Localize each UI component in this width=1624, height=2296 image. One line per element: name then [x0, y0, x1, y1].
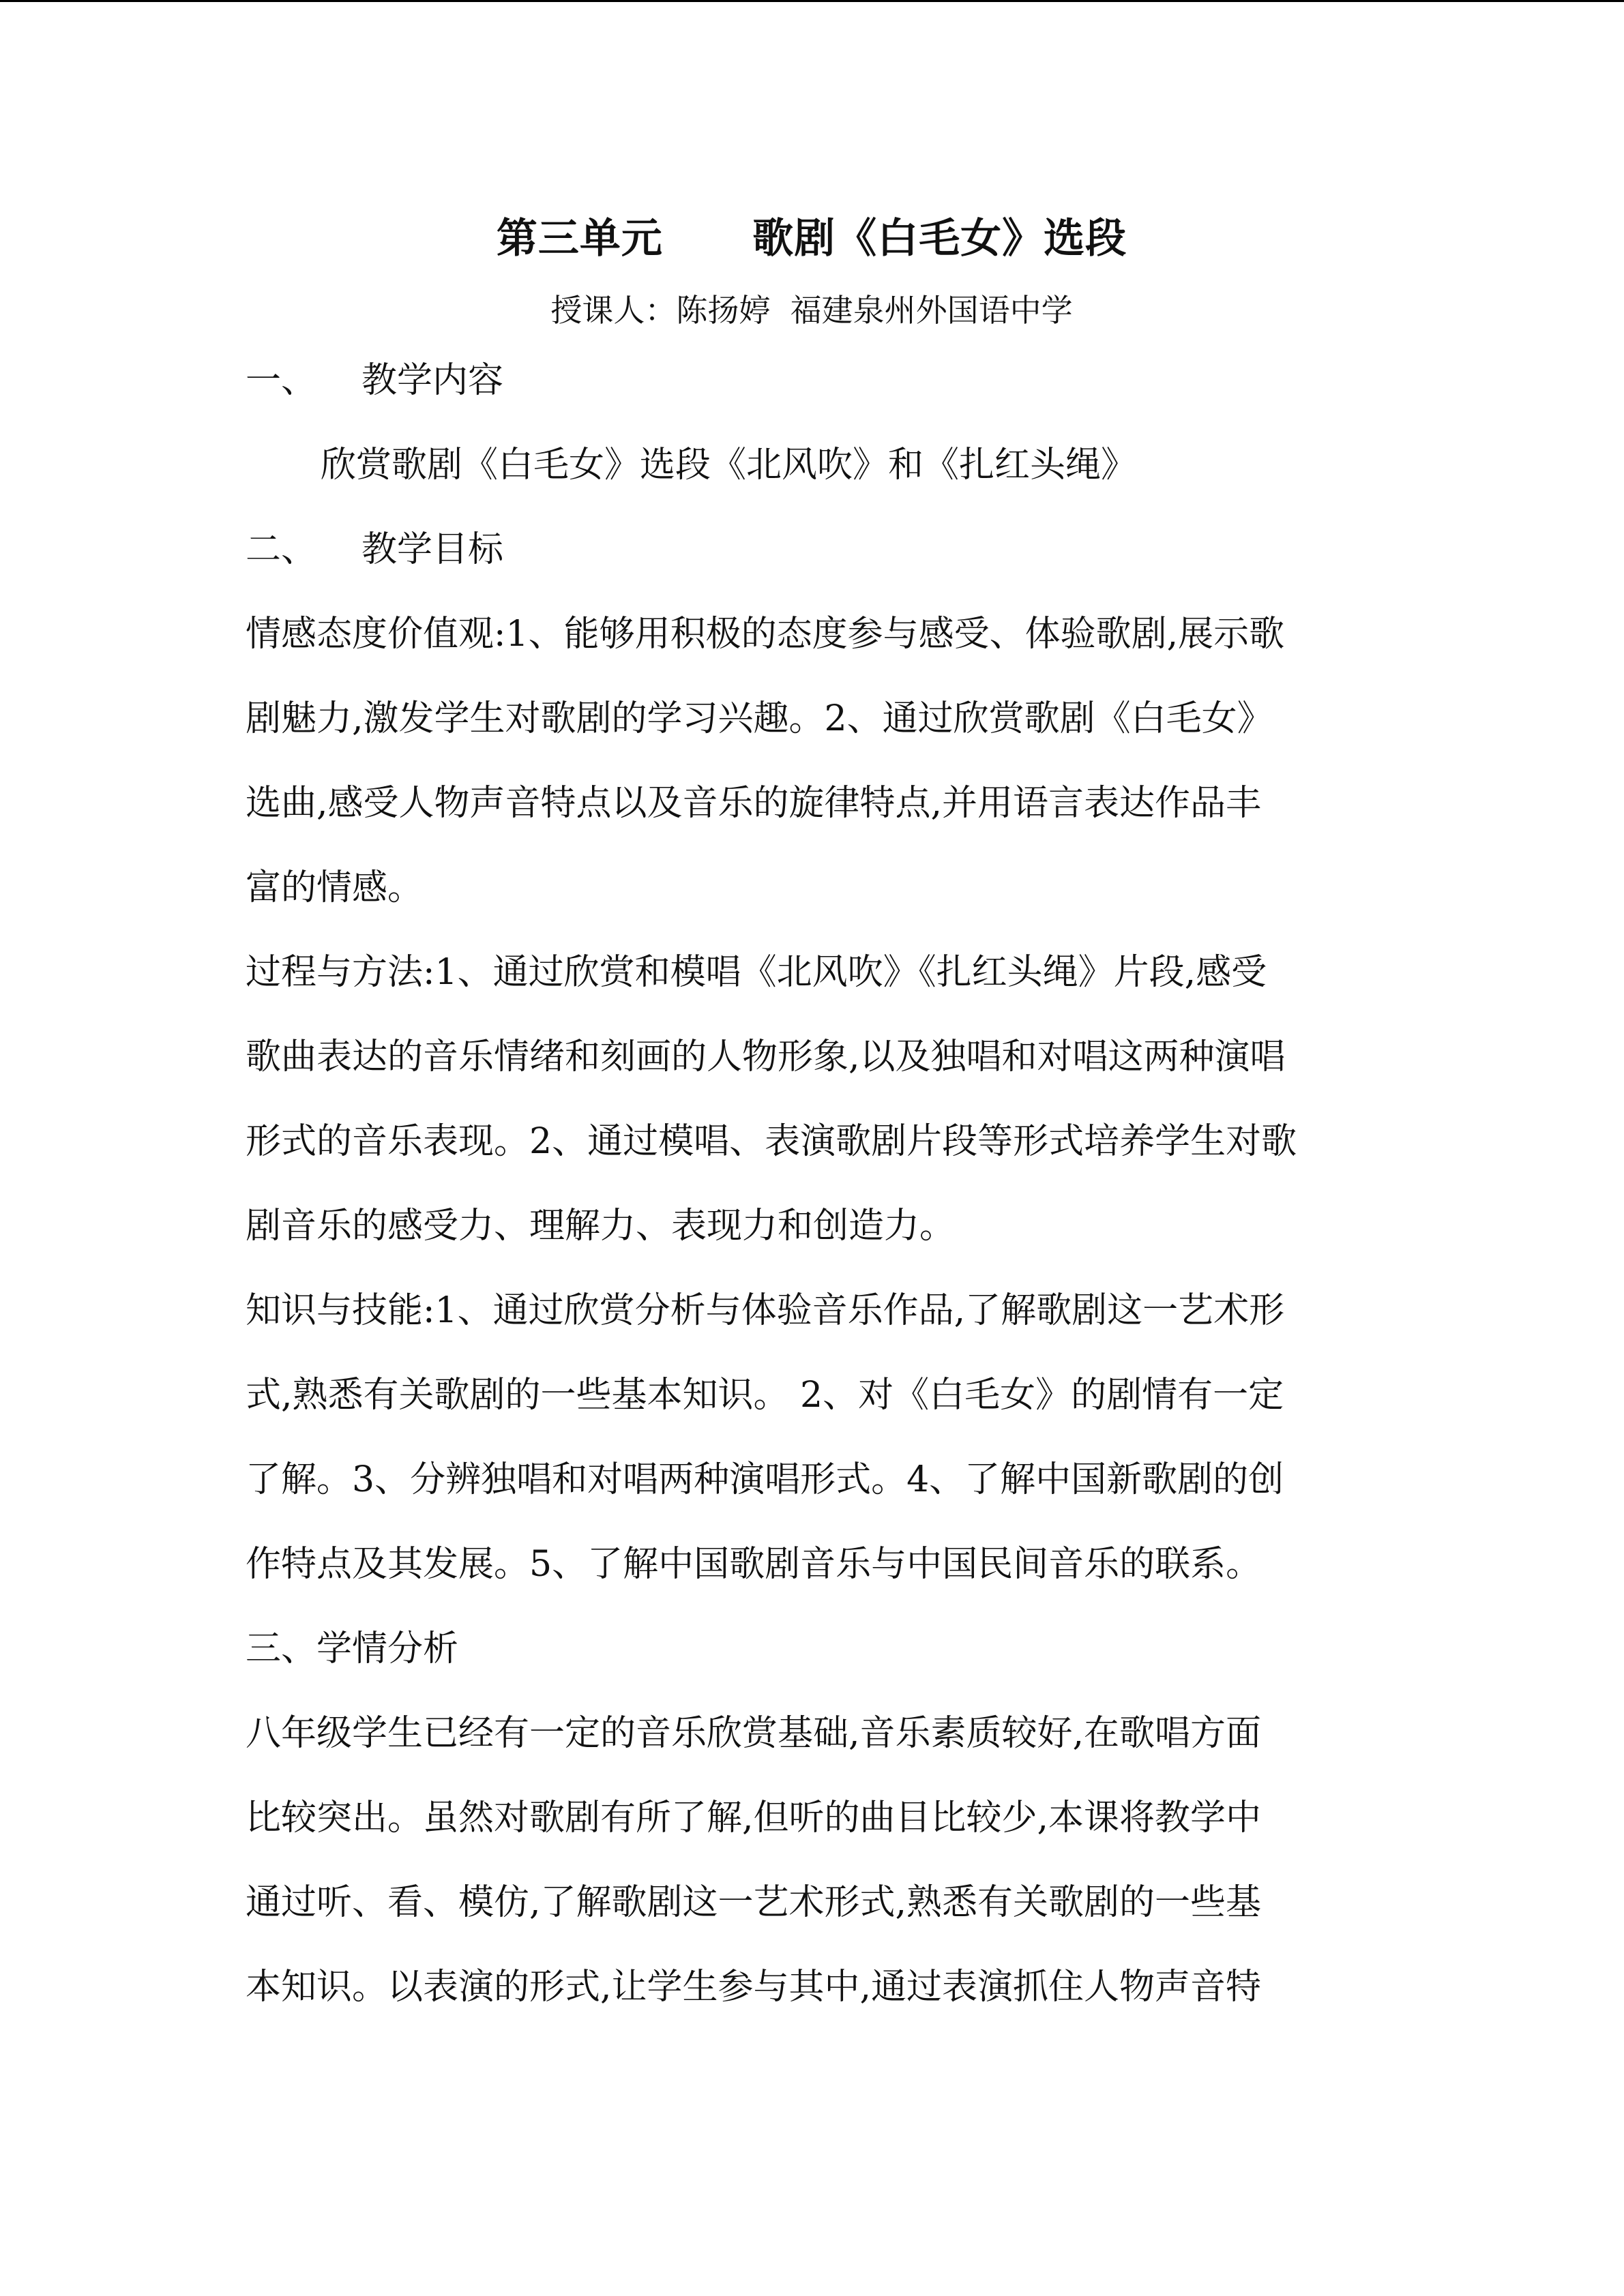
- document-title: 第三单元 歌剧《白毛女》选段: [496, 215, 1127, 263]
- paragraph-line: 欣赏歌剧《白毛女》选段《北风吹》和《扎红头绳》: [321, 445, 1137, 486]
- paragraph-line: 了解。3、分辨独唱和对唱两种演唱形式。4、了解中国新歌剧的创: [246, 1459, 1284, 1500]
- paragraph-line: 八年级学生已经有一定的音乐欣赏基础,音乐素质较好,在歌唱方面: [246, 1713, 1262, 1754]
- section-title: 教学目标: [361, 529, 504, 570]
- paragraph-line: 剧音乐的感受力、理解力、表现力和创造力。: [246, 1206, 956, 1247]
- document-page: [246, 0, 1378, 2296]
- paragraph-line: 作特点及其发展。5、了解中国歌剧音乐与中国民间音乐的联系。: [246, 1544, 1262, 1585]
- paragraph-line: 知识与技能:1、通过欣赏分析与体验音乐作品,了解歌剧这一艺术形: [246, 1290, 1285, 1331]
- paragraph-line: 选曲,感受人物声音特点以及音乐的旋律特点,并用语言表达作品丰: [246, 783, 1262, 824]
- paragraph-line: 歌曲表达的音乐情绪和刻画的人物形象,以及独唱和对唱这两种演唱: [246, 1037, 1286, 1077]
- paragraph-line: 式,熟悉有关歌剧的一些基本知识。 2、对《白毛女》的剧情有一定: [246, 1375, 1284, 1416]
- document-author: 授课人：陈扬婷 福建泉州外国语中学: [550, 292, 1073, 329]
- section-heading-2: [246, 522, 503, 577]
- paragraph-line: 比较突出。虽然对歌剧有所了解,但听的曲目比较少,本课将教学中: [246, 1798, 1262, 1838]
- section-number: 一、: [246, 360, 317, 401]
- section-number: 三、: [246, 1628, 317, 1669]
- paragraph-line: 剧魅力,激发学生对歌剧的学习兴趣。2、通过欣赏歌剧《白毛女》: [246, 698, 1273, 739]
- section-heading-3: [246, 1622, 458, 1676]
- paragraph-line: 富的情感。: [246, 867, 424, 908]
- paragraph-line: 情感态度价值观:1、能够用积极的态度参与感受、体验歌剧,展示歌: [246, 614, 1285, 655]
- paragraph-line: 通过听、看、模仿,了解歌剧这一艺术形式,熟悉有关歌剧的一些基: [246, 1882, 1262, 1923]
- section-heading-1: [246, 353, 503, 408]
- paragraph-line: 本知识。以表演的形式,让学生参与其中,通过表演抓住人物声音特: [246, 1967, 1262, 2008]
- section-number: 二、: [246, 529, 317, 570]
- section-title: 教学内容: [361, 360, 504, 401]
- section-title: 学情分析: [316, 1628, 459, 1669]
- paragraph-line: 过程与方法:1、通过欣赏和模唱《北风吹》《扎红头绳》片段,感受: [246, 952, 1267, 993]
- paragraph-line: 形式的音乐表现。2、通过模唱、表演歌剧片段等形式培养学生对歌: [246, 1121, 1297, 1162]
